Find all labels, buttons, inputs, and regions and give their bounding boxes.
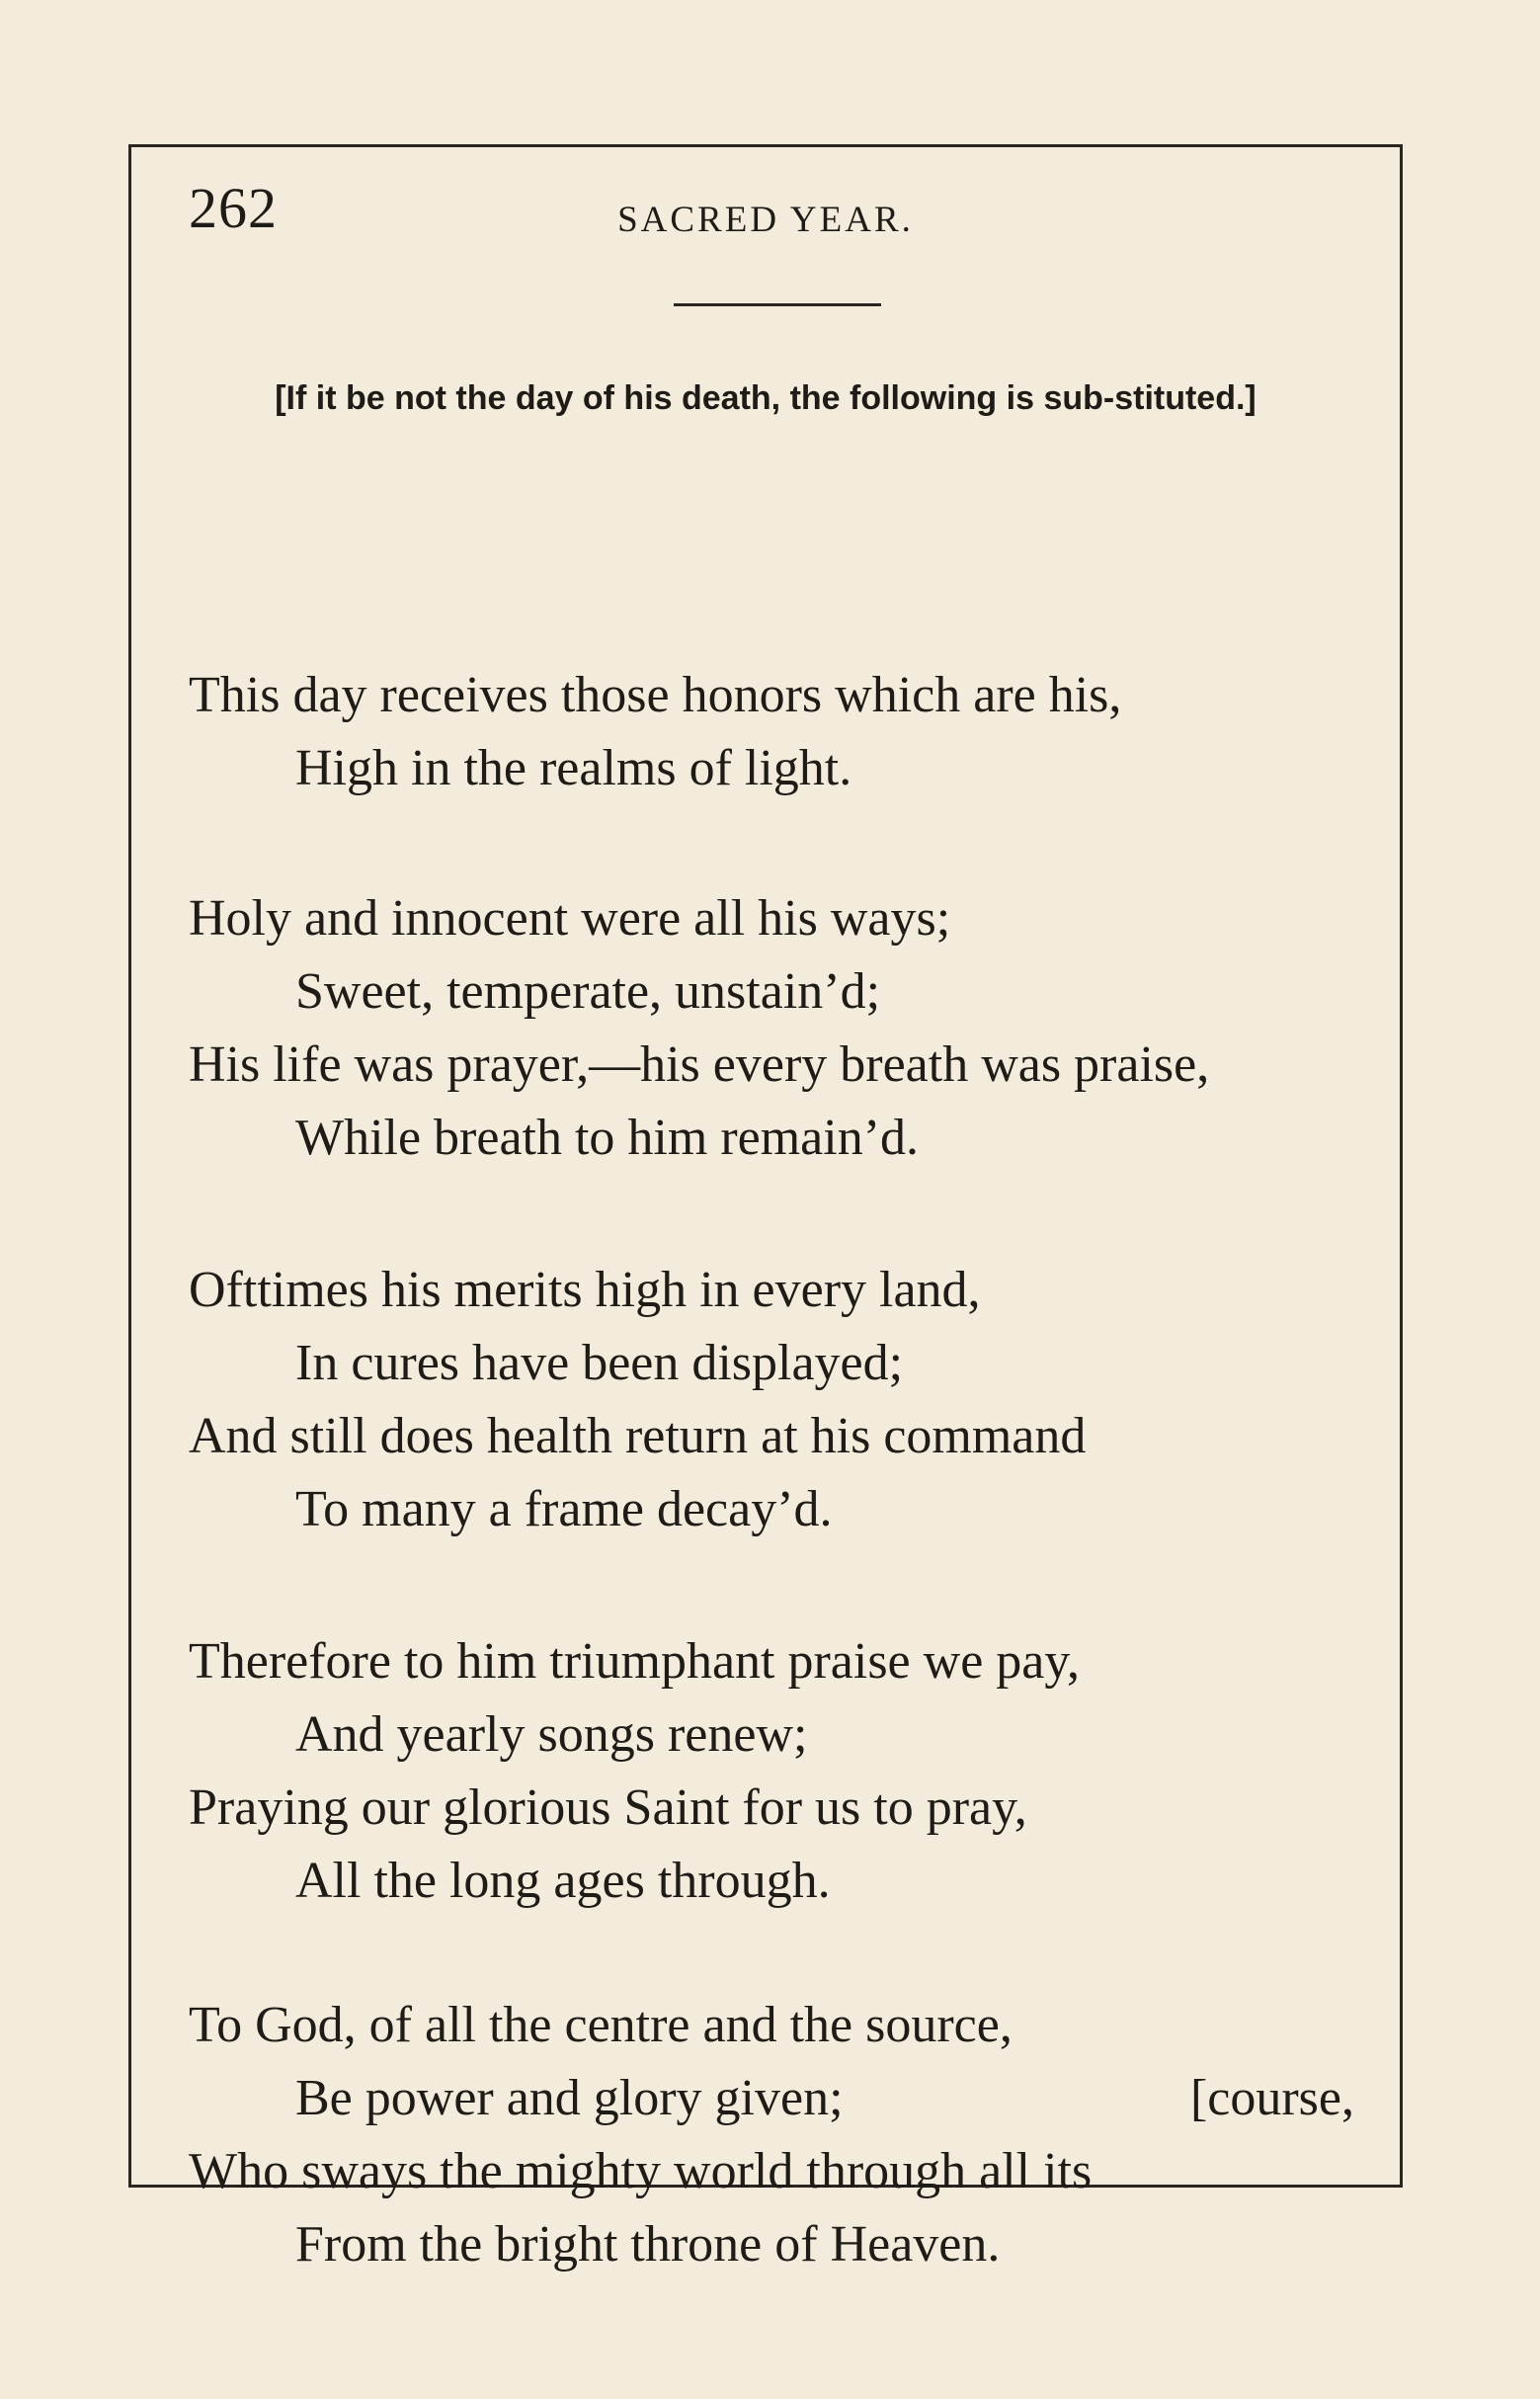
- page-frame: [128, 144, 1403, 2273]
- stanza-5: [189, 1989, 1354, 2281]
- stanza-4: [189, 1625, 1354, 1918]
- verse-line-with-turnover: [189, 2062, 1354, 2135]
- verse-line: From the bright throne of Heaven.: [295, 2216, 1001, 2273]
- rubric-note: [If it be not the day of his death, the following is sub-stituted.]: [275, 379, 1256, 417]
- verse-line: Praying our glorious Saint for us to pray,: [189, 1779, 1027, 1836]
- verse-line: All the long ages through.: [295, 1853, 831, 1909]
- verse-line: Therefore to him triumphant praise we pay,: [189, 1633, 1080, 1690]
- verse-line: While breath to him remain’d.: [295, 1110, 920, 1166]
- verse-line: Holy and innocent were all his ways;: [189, 890, 951, 947]
- page-number: 262: [189, 176, 278, 240]
- verse-line: High in the realms of light.: [295, 740, 852, 796]
- verse-line: Sweet, temperate, unstain’d;: [295, 963, 881, 1020]
- verse-line: In cures have been displayed;: [295, 1335, 904, 1391]
- running-title: SACRED YEAR.: [617, 200, 914, 240]
- verse-line: Be power and glory given;: [295, 2070, 844, 2126]
- verse-line: To many a frame decay’d.: [295, 1481, 833, 1537]
- verse-line: And yearly songs renew;: [295, 1706, 808, 1763]
- verse-line: And still does health return at his command: [189, 1408, 1087, 1464]
- stanza-3: [189, 1254, 1354, 1546]
- stanza-1: [189, 659, 1354, 805]
- verse-line: This day receives those honors which are his,: [189, 667, 1122, 723]
- turnover-word: [course,: [1189, 2070, 1354, 2126]
- stanza-2: [189, 882, 1354, 1175]
- verse-line: Ofttimes his merits high in every land,: [189, 1262, 981, 1318]
- header-rule: [674, 303, 881, 306]
- verse-line: Who sways the mighty world through all its: [189, 2143, 1093, 2199]
- verse-line: To God, of all the centre and the source,: [189, 1997, 1013, 2053]
- verse-line: His life was prayer,—his every breath was praise,: [189, 1036, 1210, 1093]
